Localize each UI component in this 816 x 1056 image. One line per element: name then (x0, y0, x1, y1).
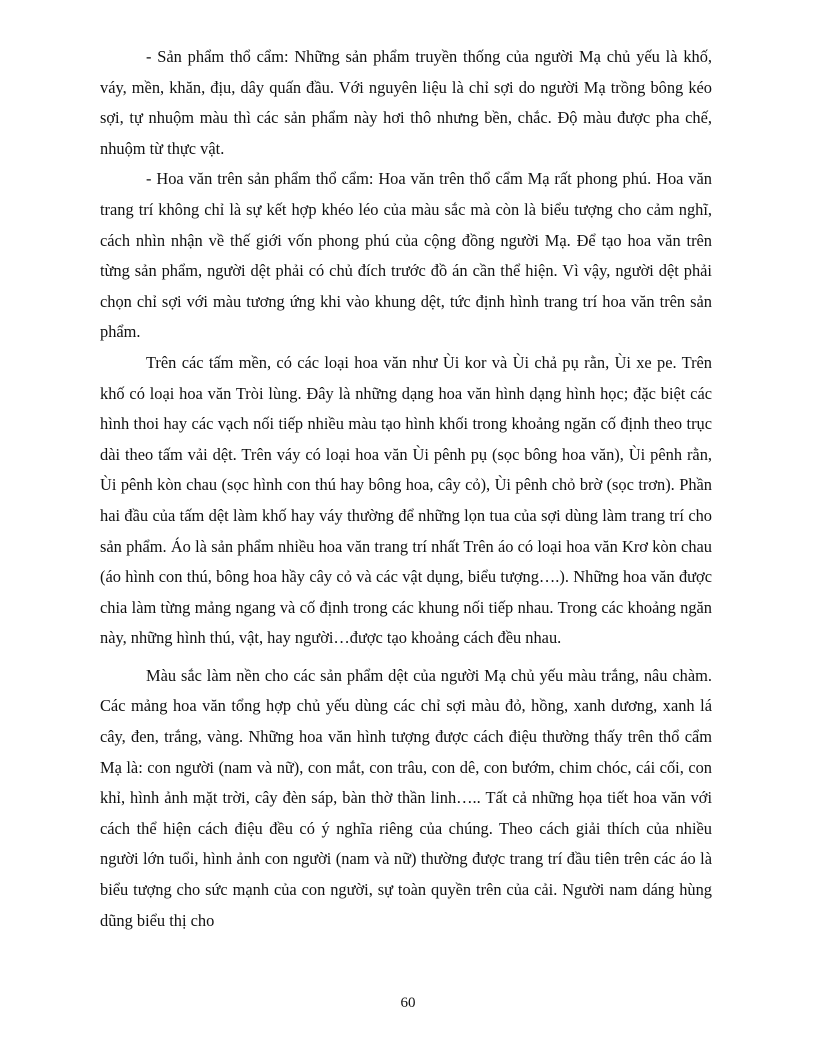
body-text (100, 42, 712, 936)
paragraph-mau-sac: Màu sắc làm nền cho các sản phẩm dệt của người Mạ chủ yếu màu trắng, nâu chàm. Các mảng hoa văn tổng hợp chủ yếu dùng các chỉ sợi màu đỏ, hồng, xanh dương, xanh lá cây, đen, trắng, vàng. Những hoa văn hình tượng được cách điệu thường thấy trên thổ cẩm Mạ là: con người (nam và nữ), con mắt, con trâu, con dê, con bướm, chim chóc, cái cối, con khỉ, hình ảnh mặt trời, cây đèn sáp, bàn thờ thần linh….. Tất cả những họa tiết hoa văn với cách thể hiện cách điệu đều có ý nghĩa riêng của chúng. Theo cách giải thích của nhiều người lớn tuổi, hình ảnh con người (nam và nữ) thường được trang trí đầu tiên trên các áo là biểu tượng cho sức mạnh của con người, sự toàn quyền trên của cải. Người nam dáng hùng dũng biểu thị cho (100, 665, 712, 930)
paragraph-hoa-van-men-kho-vay-ao: Trên các tấm mền, có các loại hoa văn như Ùi kor và Ùi chả pụ rằn, Ùi xe pe. Trên khố có loại hoa văn Tròi lùng. Đây là những dạng hoa văn hình dạng hình học; đặc biệt các hình thoi hay các vạch nối tiếp nhiều màu tạo hình khối trong khoảng ngăn cố định theo trục dài theo tấm vải dệt. Trên váy có loại hoa văn Ùi pênh pụ (sọc bông hoa văn), Ùi pênh rằn, Ùi pênh kòn chau (sọc hình con thú hay bông hoa, cây cỏ), Ùi pênh chỏ brờ (sọc trơn). Phần hai đầu của tấm dệt làm khố hay váy thường để những lọn tua của sợi dùng làm trang trí cho sản phẩm. Áo là sản phẩm nhiều hoa văn trang trí nhất Trên áo có loại hoa văn Krơ kòn chau (áo hình con thú, bông hoa hầy cây cỏ và các vật dụng, biểu tượng….). Những hoa văn được chia làm từng mảng ngang và cố định trong các khung nối tiếp nhau. Trong các khoảng ngăn này, những hình thú, vật, hay người…được tạo khoảng cách đều nhau. (100, 352, 712, 648)
page-number: 60 (400, 995, 416, 1011)
paragraph-san-pham-tho-cam: - Sản phẩm thổ cẩm: Những sản phẩm truyền thống của người Mạ chủ yếu là khố, váy, mền, khăn, địu, dây quấn đầu. Với nguyên liệu là chỉ sợi do người Mạ trồng bông kéo sợi, tự nhuộm màu thì các sản phẩm này hơi thô nhưng bền, chắc. Độ màu được pha chế, nhuộm từ thực vật. (100, 47, 712, 158)
paragraph-hoa-van-tho-cam: - Hoa văn trên sản phẩm thổ cẩm: Hoa văn trên thổ cẩm Mạ rất phong phú. Hoa văn trang trí không chỉ là sự kết hợp khéo léo của màu sắc mà còn là biểu tượng cho cảm nghĩ, cách nhìn nhận về thế giới vốn phong phú của cộng đồng người Mạ. Để tạo hoa văn trên từng sản phẩm, người dệt phải có chủ đích trước đồ án cần thể hiện. Vì vậy, người dệt phải chọn chỉ sợi với màu tương ứng khi vào khung dệt, tức định hình trang trí hoa văn trên sản phẩm. (100, 169, 712, 342)
